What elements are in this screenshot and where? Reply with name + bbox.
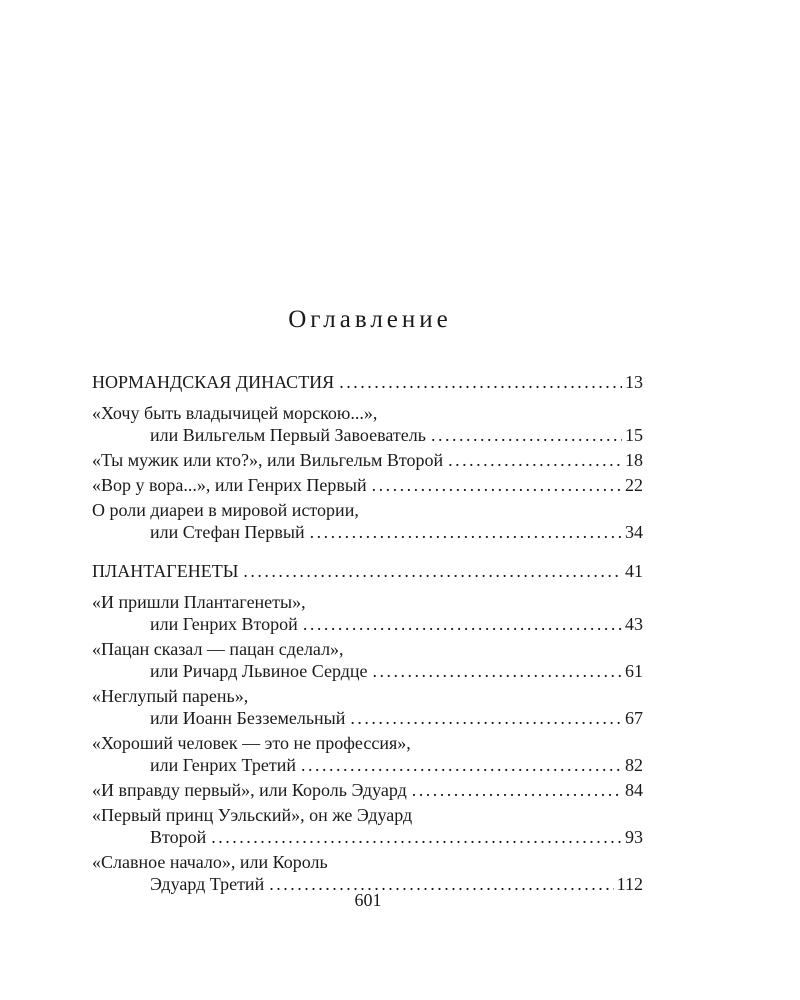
dot-leader bbox=[350, 707, 622, 729]
page-number: 112 bbox=[616, 874, 643, 894]
entry-subtitle: Второй bbox=[150, 827, 207, 847]
dot-leader bbox=[310, 521, 622, 543]
dot-leader bbox=[243, 560, 622, 582]
section-heading-text: НОРМАНДСКАЯ ДИНАСТИЯ bbox=[92, 372, 335, 392]
toc-entry bbox=[92, 591, 643, 635]
entry-title: «Славное начало», или Король bbox=[92, 852, 328, 872]
dot-leader bbox=[339, 371, 622, 393]
toc-entry bbox=[92, 779, 643, 801]
entry-title: «Вор у вора...», или Генрих Первый bbox=[92, 475, 367, 495]
toc-entry bbox=[92, 449, 643, 471]
page-number: 15 bbox=[625, 425, 643, 445]
page-number: 67 bbox=[625, 708, 643, 728]
page-number: 18 bbox=[625, 450, 643, 470]
table-of-contents bbox=[92, 371, 643, 898]
entry-title: «Неглупый парень», bbox=[92, 686, 249, 706]
toc-entry bbox=[92, 804, 643, 848]
dot-leader bbox=[431, 424, 622, 446]
page-folio: 601 bbox=[354, 890, 382, 910]
toc-entry bbox=[92, 638, 643, 682]
entry-subtitle: или Ричард Львиное Сердце bbox=[150, 661, 368, 681]
entry-title: «Первый принц Уэльский», он же Эдуард bbox=[92, 805, 413, 825]
section-heading bbox=[92, 560, 643, 582]
dot-leader bbox=[303, 613, 622, 635]
entry-title: О роли диареи в мировой истории, bbox=[92, 500, 359, 520]
entry-subtitle: или Вильгельм Первый Завоеватель bbox=[150, 425, 426, 445]
entry-subtitle: или Генрих Второй bbox=[150, 614, 298, 634]
dot-leader bbox=[211, 826, 622, 848]
entry-title: «И пришли Плантагенеты», bbox=[92, 592, 306, 612]
page-number: 61 bbox=[625, 661, 643, 681]
page-number: 93 bbox=[625, 827, 643, 847]
dot-leader bbox=[373, 660, 622, 682]
page-number: 13 bbox=[625, 372, 643, 392]
page-number: 43 bbox=[625, 614, 643, 634]
entry-title: «Хороший человек — это не профессия», bbox=[92, 733, 411, 753]
entry-title: «Ты мужик или кто?», или Вильгельм Второй bbox=[92, 450, 444, 470]
entry-subtitle: или Стефан Первый bbox=[150, 522, 305, 542]
entry-subtitle: или Иоанн Безземельный bbox=[150, 708, 346, 728]
page-number: 22 bbox=[625, 475, 643, 495]
toc-entry bbox=[92, 499, 643, 543]
toc-entry bbox=[92, 474, 643, 496]
page-number: 34 bbox=[625, 522, 643, 542]
toc-entry bbox=[92, 685, 643, 729]
entry-subtitle: Эдуард Третий bbox=[150, 874, 265, 894]
dot-leader bbox=[372, 474, 622, 496]
page-number: 82 bbox=[625, 755, 643, 775]
dot-leader bbox=[301, 754, 622, 776]
entry-subtitle: или Генрих Третий bbox=[150, 755, 296, 775]
toc-entry bbox=[92, 732, 643, 776]
dot-leader bbox=[448, 449, 622, 471]
entry-title: «Пацан сказал — пацан сделал», bbox=[92, 639, 344, 659]
section-divider bbox=[92, 546, 643, 560]
section-heading bbox=[92, 371, 643, 393]
entry-title: «И вправду первый», или Король Эдуард bbox=[92, 780, 407, 800]
page-title: Оглавление bbox=[288, 306, 452, 333]
dot-leader bbox=[412, 779, 622, 801]
entry-title: «Хочу быть владычицей морскою...», bbox=[92, 403, 378, 423]
page-number: 41 bbox=[625, 561, 643, 581]
toc-entry bbox=[92, 851, 643, 895]
toc-entry bbox=[92, 402, 643, 446]
page-number: 84 bbox=[625, 780, 643, 800]
section-heading-text: ПЛАНТАГЕНЕТЫ bbox=[92, 561, 239, 581]
